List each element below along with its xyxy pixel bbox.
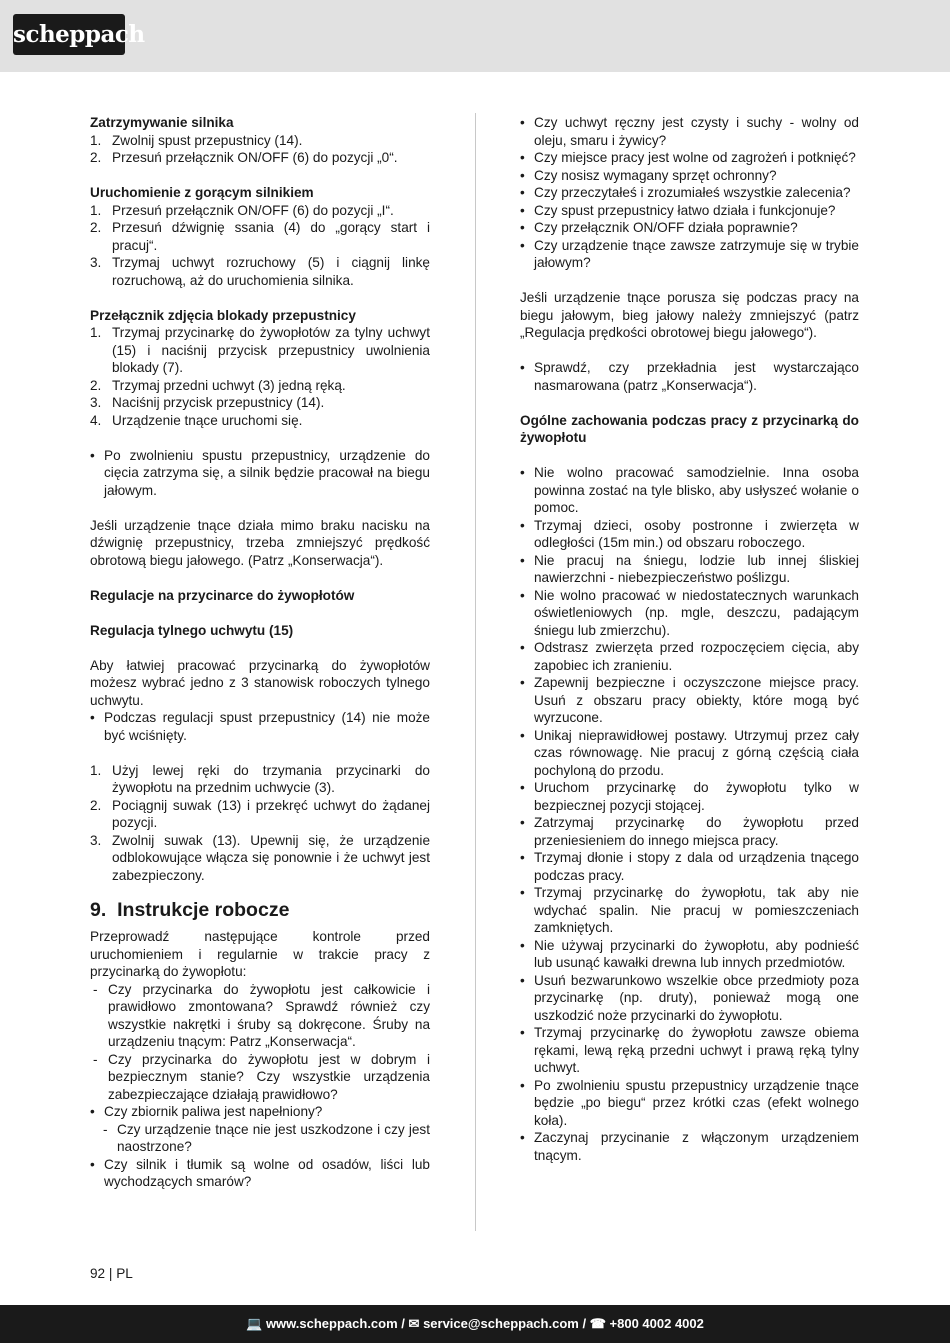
bullet-item: • Czy przeczytałeś i zrozumiałeś wszystkie zalecenia? (520, 185, 851, 200)
bullet-item: • Usuń bezwarunkowo wszelkie obce przedmioty poza przycinarkę (np. druty), ponieważ mogą one uszkodzić noże przycinarki do żywopłotu. (520, 972, 859, 1023)
page-number: 92 | PL (90, 1266, 133, 1281)
bullet-item: • Uruchom przycinarkę do żywopłotu tylko w bezpiecznej pozycji stojącej. (520, 780, 859, 813)
bullet-item: • Czy zbiornik paliwa jest napełniony? (90, 1104, 323, 1119)
bullet-item: • Zatrzymaj przycinarkę do żywopłotu przed przeniesieniem do innego miejsca pracy. (520, 815, 859, 848)
bullet-item: • Po zwolnieniu spustu przepustnicy urządzenie tnące będzie „po biegu“ przez krótki czas (efekt wolnego koła). (520, 1077, 859, 1128)
bullet-item: • Czy nosisz wymagany sprzęt ochronny? (520, 167, 777, 183)
phone-icon: ☎ (589, 1316, 606, 1331)
phone-number[interactable]: +800 4002 4002 (609, 1316, 704, 1331)
mail-icon: ✉ (408, 1316, 420, 1331)
page-footer: 💻 www.scheppach.com / ✉ service@scheppach.com / ☎ +800 4002 4002 (0, 1305, 950, 1343)
bullet-item: • Po zwolnieniu spustu przepustnicy, urządzenie do cięcia zatrzyma się, a silnik będzie pracował na biegu jałowym. (90, 447, 430, 498)
bullet-item: • Czy silnik i tłumik są wolne od osadów, liści lub wychodzących smarów? (90, 1156, 430, 1189)
list-item: 1. Użyj lewej ręki do trzymania przycinarki do żywopłotu na przednim uchwycie (3). (90, 762, 430, 795)
heading-rear-handle: Regulacja tylnego uchwytu (15) (90, 622, 294, 638)
list-item: 2. Pociągnij suwak (13) i przekręć uchwyt do żądanej pozycji. (90, 797, 430, 830)
list-item: 2. Trzymaj przedni uchwyt (3) jedną ręką. (90, 377, 346, 393)
dash-item: - Czy przycinarka do żywopłotu jest w dobrym i bezpiecznym stanie? Czy wszystkie urządzenia zabezpieczające działają prawidłowo? (93, 1051, 430, 1102)
bullet-item: • Nie pracuj na śniegu, lodzie lub innej śliskiej nawierzchni - niebezpieczeństwo poślizgu. (520, 552, 859, 585)
bullet-item: • Sprawdź, czy przekładnia jest wystarczająco nasmarowana (patrz „Konserwacja“). (520, 360, 859, 393)
bullet-item: • Nie wolno pracować w niedostatecznych warunkach oświetleniowych (np. mgle, deszczu, padającym śniegu lub zmierzchu). (520, 587, 859, 638)
bullet-item: • Odstrasz zwierzęta przed rozpoczęciem cięcia, aby zapobiec ich zranieniu. (520, 640, 859, 673)
list-item: 1. Przesuń przełącznik ON/OFF (6) do pozycji „I“. (90, 202, 394, 218)
heading-stop-engine: Zatrzymywanie silnika (90, 115, 234, 130)
email-link[interactable]: service@scheppach.com (423, 1316, 579, 1331)
bullet-item: • Zapewnij bezpieczne i oczyszczone miejsce pracy. Usuń z obszaru pracy obiekty, które mogą być wyrzucone. (520, 675, 859, 725)
bullet-item: • Trzymaj dłonie i stopy z dala od urządzenia tnącego podczas pracy. (520, 850, 859, 883)
bullet-item: • Czy urządzenie tnące zawsze zatrzymuje się w trybie jałowym? (520, 237, 859, 270)
list-item: 2. Przesuń przełącznik ON/OFF (6) do pozycji „0“. (90, 150, 398, 165)
bullet-item: • Zaczynaj przycinanie z włączonym urządzeniem tnącym. (520, 1130, 859, 1163)
bullet-item: • Trzymaj przycinarkę do żywopłotu zawsze obiema rękami, lewą ręką przedni uchwyt i prawą ręką tylny uchwyt. (520, 1025, 859, 1075)
heading-adjustments: Regulacje na przycinarce do żywopłotów (90, 587, 355, 603)
list-item: 1. Zwolnij spust przepustnicy (14). (90, 132, 303, 148)
bullet-item: • Czy miejsce pracy jest wolne od zagrożeń i potknięć? (520, 150, 856, 165)
dash-item: - Czy przycinarka do żywopłotu jest całkowicie i prawidłowo zmontowana? Sprawdź również czy wszystkie nakrętki i śruby są dokręcone. Śruby na urządzeniu tnącym: Patrz „Konserwacja“. (93, 981, 430, 1049)
bullet-item: • Trzymaj przycinarkę do żywopłotu, tak aby nie wdychać spalin. Nie pracuj w pomieszczeniach zamkniętych. (520, 885, 859, 935)
section-title: 9. Instrukcje robocze (90, 899, 290, 921)
paragraph-idle-adjust: Jeśli urządzenie tnące porusza się podczas pracy na biegu jałowym, bieg jałowy należy zmniejszyć (patrz „Regulacja prędkości obrotowej biegu jałowego“). (520, 290, 859, 340)
list-item: 3. Naciśnij przycisk przepustnicy (14). (90, 395, 325, 410)
bullet-item: • Czy przełącznik ON/OFF działa poprawnie? (520, 220, 798, 235)
bullet-item: • Unikaj nieprawidłowej postawy. Utrzymuj przez cały czas równowagę. Nie pracuj z górną częścią ciała pochyloną do przodu. (520, 727, 859, 778)
list-item: 3. Trzymaj uchwyt rozruchowy (5) i ciągnij linkę rozruchową, aż do uruchomienia silnika. (90, 255, 430, 288)
heading-throttle-lockout: Przełącznik zdjęcia blokady przepustnicy (90, 307, 356, 323)
paragraph-rear-handle: Aby łatwiej pracować przycinarką do żywopłotów możesz wybrać jedno z 3 stanowisk roboczych tylnego uchwytu. (90, 657, 430, 708)
column-divider (475, 113, 476, 1231)
bullet-item: • Nie wolno pracować samodzielnie. Inna osoba powinna zostać na tyle blisko, aby usłyszeć wołanie o pomoc. (520, 465, 859, 515)
bullet-item: • Nie używaj przycinarki do żywopłotu, aby podnieść lub usunąć kawałki drewna lub innych przedmiotów. (520, 937, 859, 970)
paragraph-idle-speed: Jeśli urządzenie tnące działa mimo braku nacisku na dźwignię przepustnicy, trzeba zmniejszyć prędkość obrotową biegu jałowego. (Patrz „Konserwacja“). (90, 517, 430, 568)
bullet-item: • Czy uchwyt ręczny jest czysty i suchy - wolny od oleju, smaru i żywicy? (520, 115, 859, 148)
bullet-item: • Podczas regulacji spust przepustnicy (14) nie może być wciśnięty. (90, 710, 430, 743)
computer-icon: 💻 (246, 1316, 263, 1331)
brand-logo: scheppach (13, 14, 125, 55)
dash-item: - Czy urządzenie tnące nie jest uszkodzone i czy jest naostrzone? (103, 1121, 430, 1154)
heading-hot-start: Uruchomienie z gorącym silnikiem (90, 185, 314, 200)
left-column (90, 114, 430, 1191)
list-item: 2. Przesuń dźwignię ssania (4) do „gorący start i pracuj“. (90, 220, 430, 253)
website-link[interactable]: www.scheppach.com (265, 1316, 398, 1331)
paragraph-intro: Przeprowadź następujące kontrole przed uruchomieniem i regularnie w trakcie pracy z przycinarką do żywopłotu: (90, 929, 430, 979)
heading-general-behavior: Ogólne zachowania podczas pracy z przycinarką do żywopłotu (520, 412, 859, 445)
right-column (520, 114, 859, 1164)
list-item: 3. Zwolnij suwak (13). Upewnij się, że urządzenie odblokowujące włącza się ponownie i że uchwyt jest zabezpieczony. (90, 832, 430, 883)
page-header (0, 0, 950, 72)
list-item: 4. Urządzenie tnące uruchomi się. (90, 412, 303, 428)
bullet-item: • Czy spust przepustnicy łatwo działa i funkcjonuje? (520, 202, 836, 218)
bullet-item: • Trzymaj dzieci, osoby postronne i zwierzęta w odległości (15m min.) od obszaru roboczego. (520, 517, 859, 550)
list-item: 1. Trzymaj przycinarkę do żywopłotów za tylny uchwyt (15) i naciśnij przycisk przepustnicy uwolnienia blokady (7). (90, 325, 430, 375)
